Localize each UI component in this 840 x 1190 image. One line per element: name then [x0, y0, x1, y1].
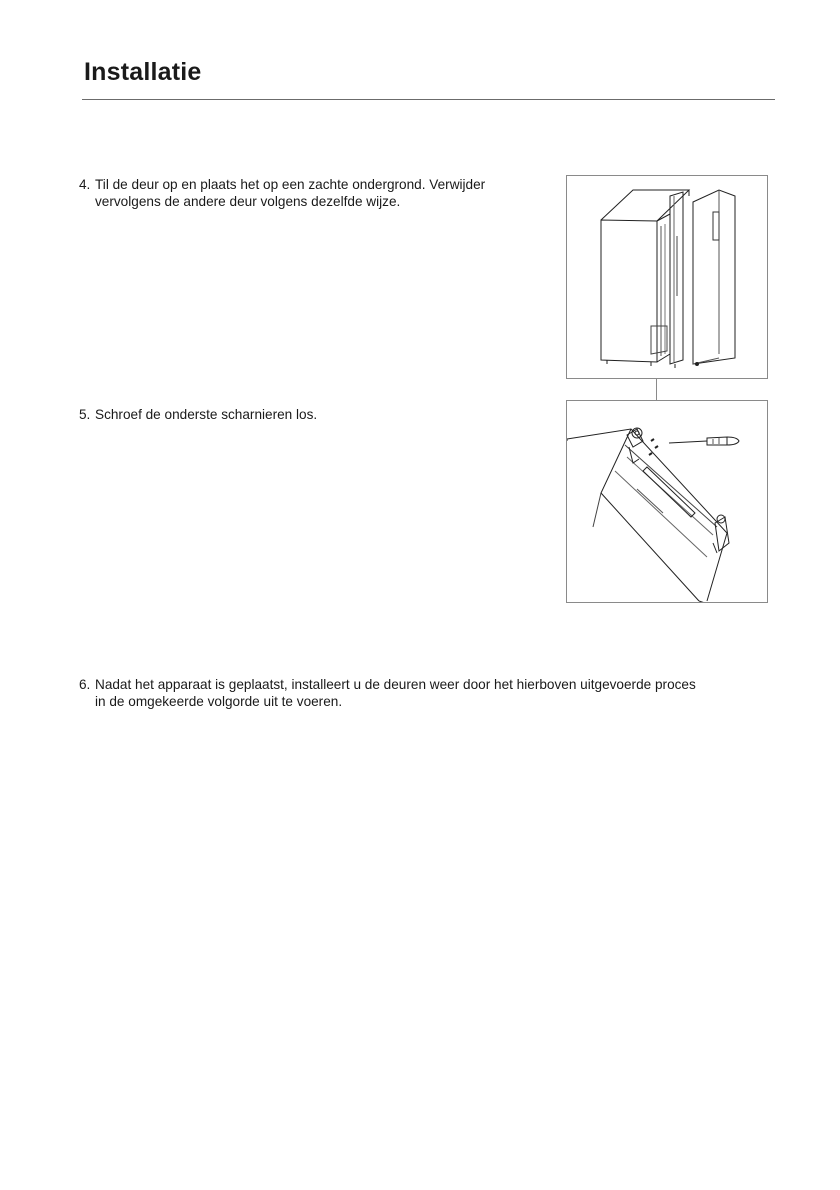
step-4-illustration: [566, 175, 768, 379]
step-5-text: [79, 406, 539, 423]
step-4-text: [79, 176, 539, 210]
step-6-number: 6.: [79, 677, 91, 692]
step-5-illustration: [566, 400, 768, 603]
step-4-number: 4.: [79, 177, 91, 192]
step-4-line-2: vervolgens de andere deur volgens dezelfde wijze.: [95, 194, 401, 209]
bottom-hinge-unscrew-drawing: [567, 401, 767, 602]
step-4-line-1: Til de deur op en plaats het op een zachte ondergrond. Verwijder: [95, 177, 486, 192]
step-5-line-1: Schroef de onderste scharnieren los.: [95, 407, 318, 422]
title-divider: [82, 99, 775, 100]
step-6-line-2: in de omgekeerde volgorde uit te voeren.: [95, 694, 343, 709]
step-6-text: [79, 676, 779, 710]
step-5-number: 5.: [79, 407, 91, 422]
page-title: Installatie: [84, 58, 202, 86]
fridge-door-removed-drawing: [567, 176, 767, 378]
figure-connector: [656, 379, 657, 400]
step-6-line-1: Nadat het apparaat is geplaatst, installeert u de deuren weer door het hierboven uitgevoerde proces: [95, 677, 696, 692]
